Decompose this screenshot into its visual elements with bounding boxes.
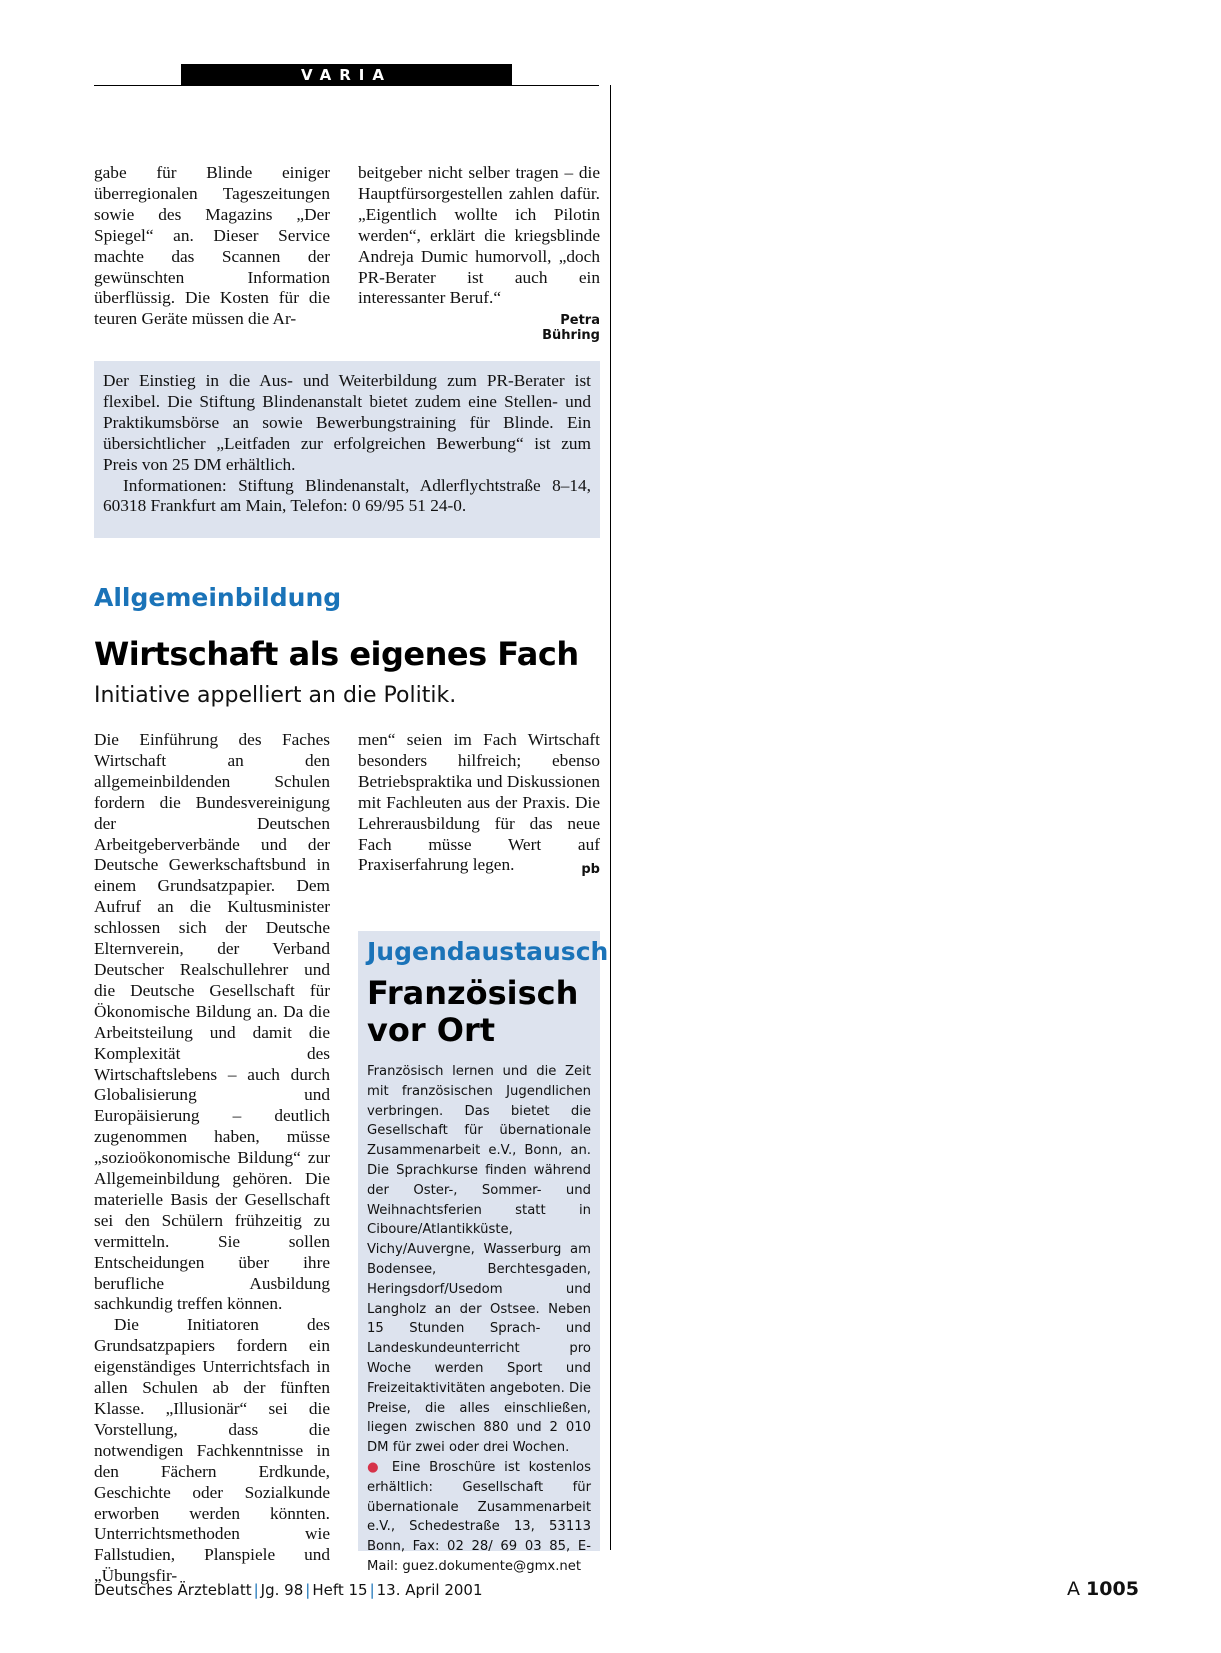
- column-rule: [610, 85, 611, 1550]
- article-headline: Wirtschaft als eigenes Fach: [94, 635, 579, 673]
- top-col1-text: gabe für Blinde einiger überregionalen Tageszeitungen sowie des Magazins „Der Spiegel“ an. Dieser Service machte das Scannen der gewünschten Information überflüssig. Die Kosten für die teuren Geräte müssen die Ar-: [94, 163, 330, 329]
- footer-issue: Heft 15: [312, 1581, 368, 1599]
- info-box-paragraph-2: Informationen: Stiftung Blindenanstalt, Adlerflychtstraße 8–14, 60318 Frankfurt am Main, Telefon: 0 69/95 51 24-0.: [103, 475, 591, 516]
- article-subheadline: Initiative appelliert an die Politik.: [94, 683, 457, 708]
- sidebar-kicker: Jugendaustausch: [367, 937, 609, 966]
- page-number-value: 1005: [1086, 1578, 1139, 1600]
- footer-volume: Jg. 98: [260, 1581, 304, 1599]
- sidebar-headline-line-1: Französisch: [367, 974, 579, 1012]
- top-column-2: [358, 163, 600, 309]
- bullet-icon: ●: [367, 1459, 384, 1475]
- footer-journal: Deutsches Ärzteblatt: [94, 1581, 252, 1599]
- sidebar-paragraph-2-text: Eine Broschüre ist kostenlos erhältlich: Gesellschaft für übernationale Zusammenarbeit e.V., Schedestraße 13, 53113 Bonn, Fax: 02 28/ 69 03 85, E-Mail: guez.dokumente@gmx.net: [367, 1459, 591, 1574]
- header-rule: [94, 85, 599, 86]
- article-kicker: Allgemeinbildung: [94, 583, 342, 612]
- sidebar-headline: [367, 975, 578, 1049]
- sidebar-paragraph-1: Französisch lernen und die Zeit mit französischen Jugendlichen verbringen. Das bietet die Gesellschaft für übernationale Zusammenarbeit e.V., Bonn, an. Die Sprachkurse finden während der Oster-, Sommer- und Weihnachtsferien statt in Ciboure/Atlantikküste, Vichy/Auvergne, Wasserburg am Bodensee, Berchtesgaden, Heringsdorf/Usedom und Langholz an der Ostsee. Neben 15 Stunden Sprach- und Landeskundeunterricht pro Woche werden Sport und Freizeitaktivitäten angeboten. Die Preise, die alles einschließen, liegen zwischen 880 und 2 010 DM für zwei oder drei Wochen.: [367, 1064, 591, 1456]
- top-col2-body: beitgeber nicht selber tragen – die Hauptfürsorgestellen zahlen dafür. „Eigentlich wollte ich Pilotin werden“, erklärt die kriegsblinde Andreja Dumic humorvoll, „doch PR-Berater ist auch ein interessanter Beruf.“: [358, 163, 600, 308]
- footer-date: 13. April 2001: [376, 1581, 483, 1599]
- sidebar-headline-line-2: vor Ort: [367, 1011, 496, 1049]
- section-header: VARIA: [181, 64, 512, 85]
- article-author: pb: [581, 862, 600, 877]
- top-col2-text: [358, 163, 600, 309]
- page-prefix: A: [1067, 1578, 1080, 1600]
- article-col1-paragraph-2: Die Initiatoren des Grundsatzpapiers fordern ein eigenständiges Unterrichtsfach in allen Schulen ab der fünften Klasse. „Illusionär“ sei die Vorstellung, dass die notwendigen Fachkenntnisse in den Fächern Erdkunde, Geschichte oder Sozialkunde erworben werden könnten. Unterrichtsmethoden wie Fallstudien, Planspiele und „Übungsfir-: [94, 1315, 330, 1586]
- footer-separator: |: [369, 1581, 375, 1599]
- info-box-paragraph-1: Der Einstieg in die Aus- und Weiterbildung zum PR-Berater ist flexibel. Die Stiftung Blindenanstalt bietet zudem eine Stellen- und Praktikumsbörse an sowie Bewerbungstraining für Blinde. Ein übersichtlicher „Leitfaden zur erfolgreichen Bewerbung“ ist zum Preis von 25 DM erhältlich.: [103, 371, 591, 474]
- article-col2-text: men“ seien im Fach Wirtschaft besonders hilfreich; ebenso Betriebspraktika und Diskussionen mit Fachleuten aus der Praxis. Die Lehrerausbildung für das neue Fach müsse Wert auf Praxiserfahrung legen.: [358, 730, 600, 875]
- footer-citation: [94, 1581, 483, 1599]
- footer-separator: |: [253, 1581, 259, 1599]
- top-column-1: [94, 163, 330, 330]
- page-number: [1067, 1578, 1139, 1600]
- article-col1-paragraph-1: Die Einführung des Faches Wirtschaft an den allgemeinbildenden Schulen fordern die Bundesvereinigung der Deutschen Arbeitgeberverbände und der Deutsche Gewerkschaftsbund in einem Grundsatzpapier. Dem Aufruf an die Kultusminister schlossen sich der Deutsche Elternverein, der Verband Deutscher Realschullehrer und die Deutsche Gesellschaft für Ökonomische Bildung an. Da die Arbeitsteilung und damit die Komplexität des Wirtschaftslebens – auch durch Globalisierung und Europäisierung – deutlich zugenommen haben, müsse „sozioökonomische Bildung“ zur Allgemeinbildung gehören. Die materielle Basis der Gesellschaft sei den Schülern frühzeitig zu vermitteln. Sie sollen Entscheidungen über ihre berufliche Ausbildung sachkundig treffen können.: [94, 730, 330, 1314]
- sidebar-text: [367, 1062, 591, 1577]
- info-box-text: [103, 371, 591, 517]
- author-signature: Petra Bühring: [542, 313, 600, 343]
- article-column-2: [358, 730, 600, 876]
- sidebar-paragraph-2: [367, 1458, 591, 1577]
- article-column-1: [94, 730, 330, 1587]
- footer-separator: |: [305, 1581, 311, 1599]
